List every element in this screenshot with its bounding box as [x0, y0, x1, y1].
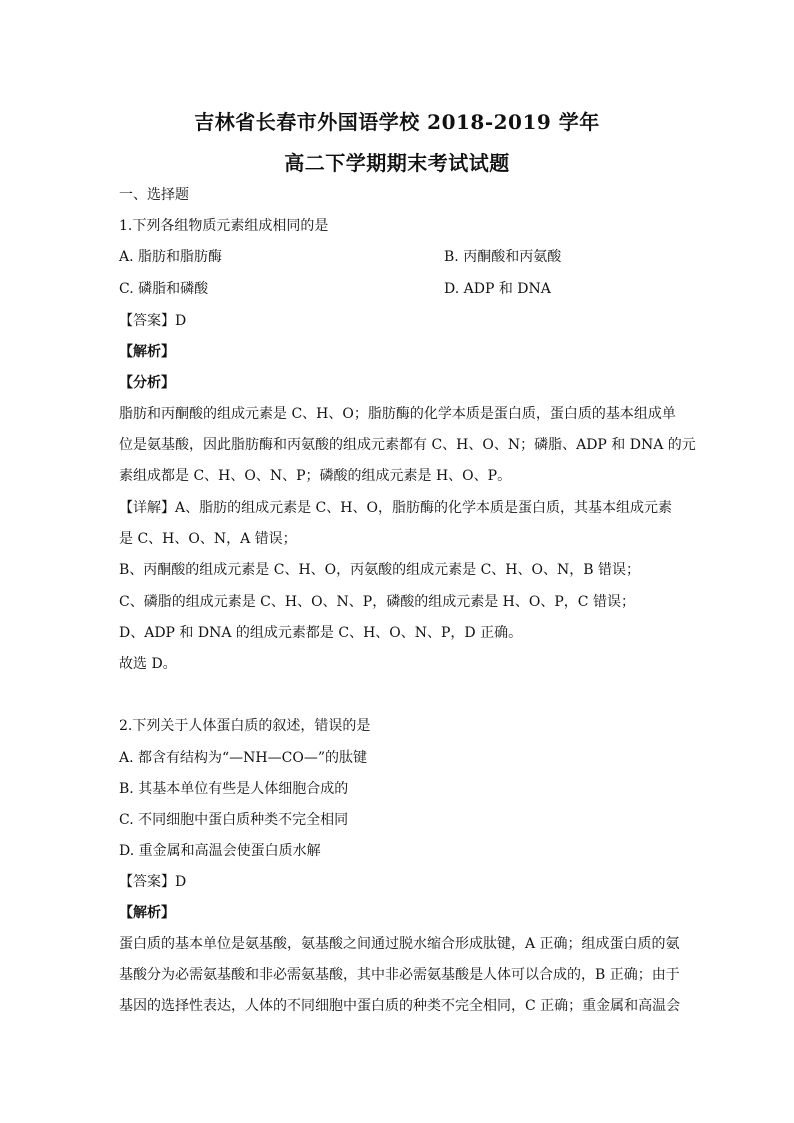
q1-detail-line: D、ADP 和 DNA 的组成元素都是 C、H、O、N、P，D 正确。: [119, 625, 523, 641]
q2-stem: 2.下列关于人体蛋白质的叙述，错误的是: [119, 718, 371, 734]
q2-analysis-line: 蛋白质的基本单位是氨基酸，氨基酸之间通过脱水缩合形成肽键，A 正确；组成蛋白质的氨: [119, 936, 680, 952]
q1-answer: 【答案】D: [119, 313, 187, 329]
q1-detail-line: 【详解】A、脂肪的组成元素是 C、H、O，脂肪酶的化学本质是蛋白质，其基本组成元素: [119, 500, 672, 516]
q1-detail-line: B、丙酮酸的组成元素是 C、H、O，丙氨酸的组成元素是 C、H、O、N，B 错误；: [119, 562, 640, 578]
q2-option-d: D. 重金属和高温会使蛋白质水解: [119, 843, 321, 859]
document-title-line1: 吉林省长春市外国语学校 2018-2019 学年: [194, 110, 600, 134]
q1-analysis-label: 【解析】: [119, 344, 175, 360]
q1-fenxi-line: 位是氨基酸，因此脂肪酶和丙氨酸的组成元素都有 C、H、O、N；磷脂、ADP 和 DNA 的元: [119, 437, 696, 453]
section-heading: 一、选择题: [119, 187, 189, 203]
q1-detail-line: 故选 D。: [119, 656, 177, 672]
q2-analysis-line: 基因的选择性表达，人体的不同细胞中蛋白质的种类不完全相同，C 正确；重金属和高温会: [119, 998, 681, 1014]
q1-option-d: D. ADP 和 DNA: [444, 281, 551, 297]
q1-fenxi-line: 素组成都是 C、H、O、N、P；磷酸的组成元素是 H、O、P。: [119, 468, 512, 484]
q2-analysis-label: 【解析】: [119, 905, 175, 921]
document-title-line2: 高二下学期期末考试试题: [284, 151, 510, 175]
q1-fenxi-label: 【分析】: [119, 375, 175, 391]
q1-detail-line: 是 C、H、O、N，A 错误；: [119, 531, 297, 547]
q2-answer: 【答案】D: [119, 874, 187, 890]
q1-option-b: B. 丙酮酸和丙氨酸: [444, 249, 562, 265]
q2-option-a: A. 都含有结构为“—NH—CO—”的肽键: [119, 750, 367, 766]
q2-analysis-line: 基酸分为必需氨基酸和非必需氨基酸，其中非必需氨基酸是人体可以合成的，B 正确；由于: [119, 967, 680, 983]
q1-detail-line: C、磷脂的组成元素是 C、H、O、N、P，磷酸的组成元素是 H、O、P，C 错误；: [119, 594, 635, 610]
q1-option-a: A. 脂肪和脂肪酶: [119, 249, 223, 265]
q1-option-c: C. 磷脂和磷酸: [119, 281, 209, 297]
q2-option-c: C. 不同细胞中蛋白质种类不完全相同: [119, 812, 349, 828]
q1-fenxi-line: 脂肪和丙酮酸的组成元素是 C、H、O；脂肪酶的化学本质是蛋白质，蛋白质的基本组成单: [119, 406, 676, 422]
q1-stem: 1.下列各组物质元素组成相同的是: [119, 218, 329, 234]
q2-option-b: B. 其基本单位有些是人体细胞合成的: [119, 781, 349, 797]
